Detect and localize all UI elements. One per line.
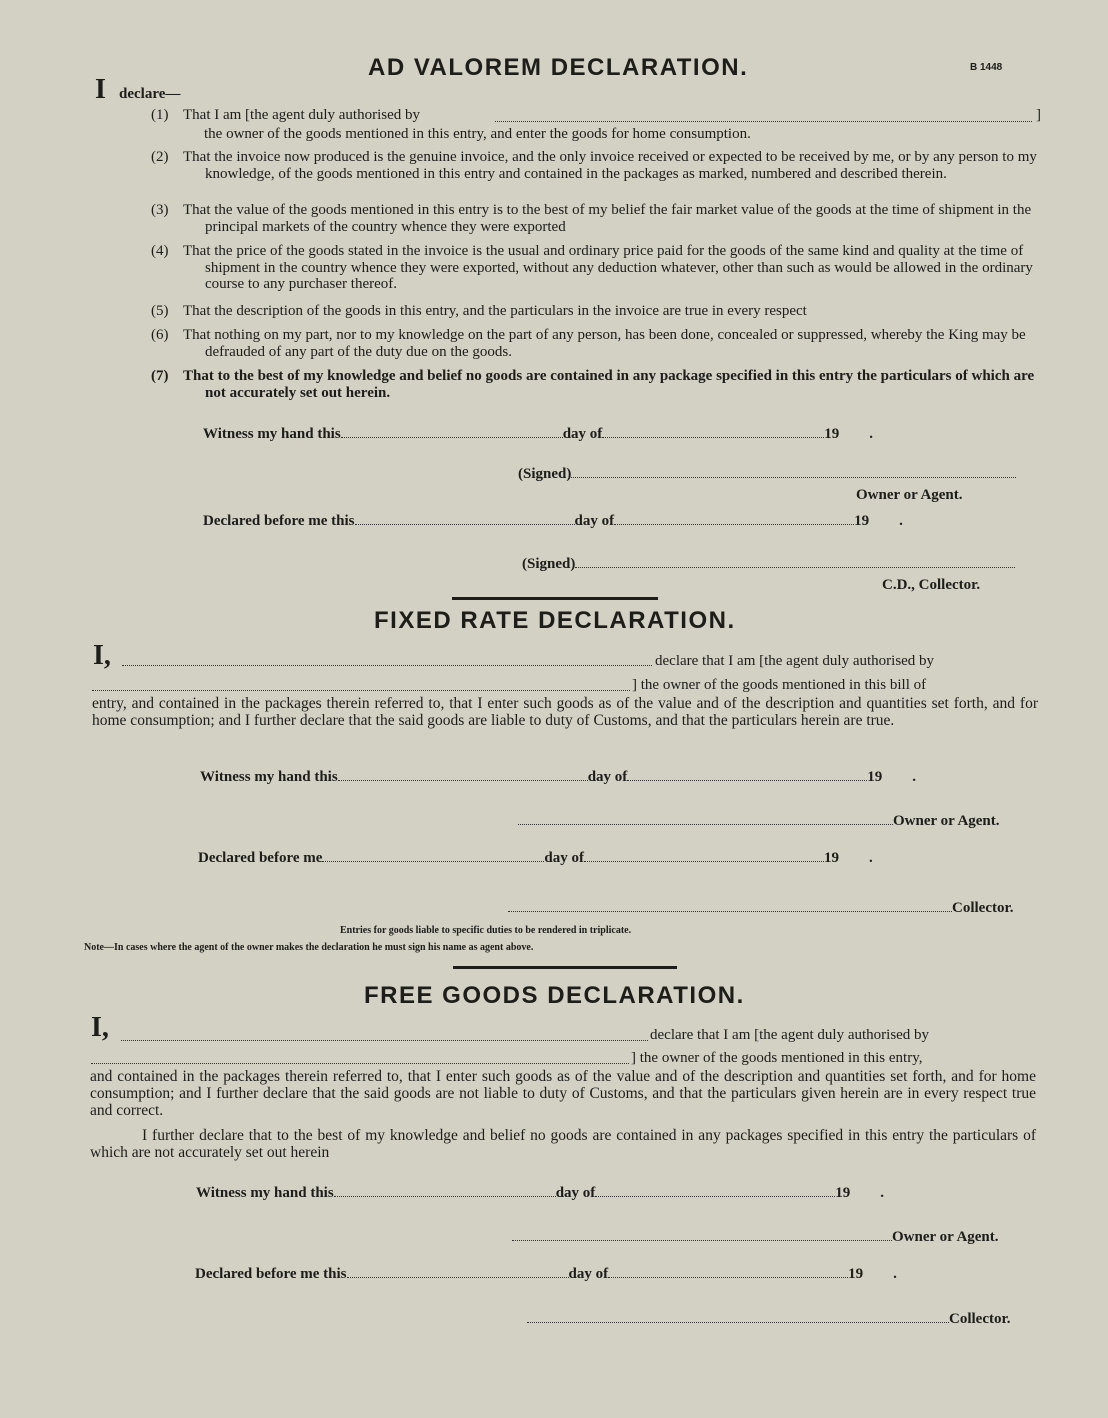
clause-number: (6) bbox=[151, 327, 169, 343]
declared-month-field[interactable] bbox=[614, 513, 854, 525]
fixed-rate-paragraph: entry, and contained in the packages therein referred to, that I enter such goods as of the value and of the description and quantities set forth, and for home consumption; and I further declare that the said goods are liable to duty of Customs, and that the particulars herein are true. bbox=[92, 695, 1038, 729]
year-label: 19 bbox=[867, 769, 883, 785]
owner-signature-field[interactable] bbox=[512, 1229, 892, 1241]
free-goods-paragraph-1: and contained in the packages therein referred to, that I enter such goods as of the value and of the description and quantities set forth, and for home consumption; and I further declare that the said goods are not liable to duty of Customs, and that the particulars given herein are in every respect true and correct. bbox=[90, 1068, 1036, 1119]
witness-label: Witness my hand this bbox=[200, 769, 338, 785]
day-of-label: day of bbox=[568, 1266, 609, 1282]
witness-month-field[interactable] bbox=[627, 769, 867, 781]
collector-signature-field[interactable] bbox=[508, 900, 952, 912]
period: . bbox=[869, 426, 874, 442]
fixed-authorised-by-field[interactable] bbox=[92, 690, 630, 691]
witness-month-field[interactable] bbox=[595, 1185, 835, 1197]
owner-signature-field[interactable] bbox=[571, 466, 1016, 478]
period: . bbox=[880, 1185, 885, 1201]
fixed-declared-row bbox=[198, 850, 873, 867]
fixed-witness-row bbox=[200, 769, 916, 786]
declarant-letter: I bbox=[95, 74, 106, 105]
ad-valorem-signed-row bbox=[518, 466, 1016, 483]
form-code: B 1448 bbox=[970, 62, 1003, 73]
witness-day-field[interactable] bbox=[334, 1185, 556, 1197]
clause-text: That the description of the goods in this entry, and the particulars in the invoice are true in every respect bbox=[183, 303, 807, 319]
year-label: 19 bbox=[824, 426, 840, 442]
witness-month-field[interactable] bbox=[602, 426, 824, 438]
declared-label: Declared before me this bbox=[195, 1266, 347, 1282]
year-label: 19 bbox=[824, 850, 839, 866]
day-of-label: day of bbox=[562, 426, 603, 442]
year-label: 19 bbox=[848, 1266, 864, 1282]
declared-day-field[interactable] bbox=[347, 1266, 569, 1278]
free-declared-row bbox=[195, 1266, 897, 1283]
collector-label: Collector. bbox=[949, 1311, 1011, 1327]
clause-text: That to the best of my knowledge and belief no goods are contained in any package specified in this entry the particulars of which are not accurately set out herein. bbox=[183, 368, 1035, 401]
owner-or-agent-label: Owner or Agent. bbox=[856, 487, 963, 503]
section-divider bbox=[453, 966, 677, 969]
collector-label: Collector. bbox=[952, 900, 1014, 916]
free-collector-row bbox=[527, 1311, 1011, 1328]
fixed-owner-row bbox=[518, 813, 1000, 830]
ad-valorem-declared-row bbox=[203, 513, 903, 530]
ad-valorem-signed2-row bbox=[522, 556, 1015, 573]
free-owner-row bbox=[512, 1229, 999, 1246]
clause-number: (4) bbox=[151, 243, 169, 259]
declared-month-field[interactable] bbox=[584, 850, 824, 862]
witness-label: Witness my hand this bbox=[203, 426, 341, 442]
free-authorised-by-field[interactable] bbox=[91, 1063, 629, 1064]
agent-note: Note—In cases where the agent of the owner makes the declaration he must sign his name as agent above. bbox=[84, 942, 534, 953]
signed-label: (Signed) bbox=[522, 556, 576, 572]
clause-text: That the value of the goods mentioned in this entry is to the best of my belief the fair market value of the goods at the time of shipment in the principal markets of the country whence they were exported bbox=[183, 202, 1032, 235]
clause-number: (7) bbox=[151, 368, 169, 384]
owner-signature-field[interactable] bbox=[518, 813, 893, 825]
triplicate-note: Entries for goods liable to specific duties to be rendered in triplicate. bbox=[340, 925, 632, 936]
day-of-label: day of bbox=[544, 850, 584, 866]
section-divider bbox=[452, 597, 658, 600]
period: . bbox=[893, 1266, 897, 1282]
clause-1-number: (1) bbox=[151, 107, 169, 123]
free-goods-paragraph-2: I further declare that to the best of my knowledge and belief no goods are contained in any packages specified in this entry the particulars of which are not accurately set out herein bbox=[90, 1127, 1036, 1161]
ad-valorem-witness-row bbox=[203, 426, 873, 443]
fixed-rate-line2: ] the owner of the goods mentioned in this bill of bbox=[632, 677, 927, 693]
declared-month-field[interactable] bbox=[608, 1266, 848, 1278]
clause-1-continuation: the owner of the goods mentioned in this entry, and enter the goods for home consumption. bbox=[204, 126, 751, 142]
declared-day-field[interactable] bbox=[322, 850, 544, 862]
clause-number: (3) bbox=[151, 202, 169, 218]
clause-1-text: That I am [the agent duly authorised by bbox=[183, 107, 421, 123]
day-of-label: day of bbox=[574, 513, 615, 529]
clause-text: That nothing on my part, nor to my knowledge on the part of any person, has been done, concealed or suppressed, whereby the King may be defrauded of any part of the duty due on the goods. bbox=[183, 327, 1026, 360]
declared-label: Declared before me bbox=[198, 850, 323, 866]
free-witness-row bbox=[196, 1185, 884, 1202]
declare-heading: declare— bbox=[119, 86, 181, 102]
fixed-rate-title: FIXED RATE DECLARATION. bbox=[374, 607, 736, 634]
free-goods-title: FREE GOODS DECLARATION. bbox=[364, 982, 745, 1009]
day-of-label: day of bbox=[555, 1185, 596, 1201]
witness-day-field[interactable] bbox=[338, 769, 588, 781]
collector-signature-field[interactable] bbox=[527, 1311, 949, 1323]
declarant-name-field[interactable] bbox=[122, 665, 652, 666]
declared-day-field[interactable] bbox=[355, 513, 575, 525]
year-label: 19 bbox=[835, 1185, 851, 1201]
clause-text: That the invoice now produced is the genuine invoice, and the only invoice received or expected to be received by me, or by any person to my knowledge, of the goods mentioned in this entry and contained in the packages as marked, numbered and described therein. bbox=[183, 149, 1037, 182]
signed-label: (Signed) bbox=[518, 466, 572, 482]
period: . bbox=[899, 513, 903, 529]
owner-or-agent-label: Owner or Agent. bbox=[892, 1229, 999, 1245]
declarant-name-field[interactable] bbox=[121, 1040, 648, 1041]
declarant-letter: I, bbox=[91, 1012, 109, 1043]
period: . bbox=[912, 769, 917, 785]
owner-or-agent-label: Owner or Agent. bbox=[893, 813, 1000, 829]
clause-number: (5) bbox=[151, 303, 169, 319]
day-of-label: day of bbox=[587, 769, 628, 785]
witness-day-field[interactable] bbox=[341, 426, 563, 438]
free-goods-line1: declare that I am [the agent duly authorised by bbox=[650, 1027, 930, 1043]
agent-authorised-by-field[interactable] bbox=[495, 121, 1032, 122]
clause-text: That the price of the goods stated in the invoice is the usual and ordinary price paid for the goods of the same kind and quality at the time of shipment in the country whence they were exported, without any deduction whatever, other than such as would be allowed in the ordinary course to any purchaser thereof. bbox=[183, 243, 1033, 292]
collector-label: C.D., Collector. bbox=[882, 577, 981, 593]
witness-label: Witness my hand this bbox=[196, 1185, 334, 1201]
declared-label: Declared before me this bbox=[203, 513, 355, 529]
year-label: 19 bbox=[854, 513, 870, 529]
collector-signature-field[interactable] bbox=[575, 556, 1015, 568]
fixed-rate-line1: declare that I am [the agent duly authorised by bbox=[655, 653, 935, 669]
ad-valorem-title: AD VALOREM DECLARATION. bbox=[368, 54, 749, 81]
clause-1-bracket: ] bbox=[1036, 107, 1041, 123]
clause-number: (2) bbox=[151, 149, 169, 165]
fixed-collector-row bbox=[508, 900, 1014, 917]
declarant-letter: I, bbox=[93, 640, 111, 671]
period: . bbox=[869, 850, 873, 866]
free-goods-line2: ] the owner of the goods mentioned in this entry, bbox=[631, 1050, 923, 1066]
